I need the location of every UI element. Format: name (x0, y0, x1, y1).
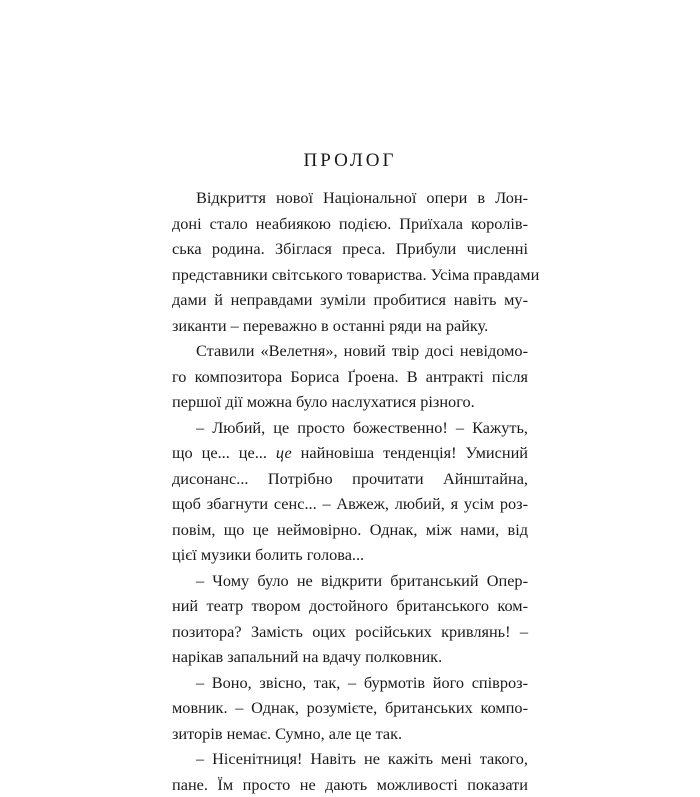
chapter-title: ПРОЛОГ (0, 150, 700, 172)
text-line: Ставили «Велетня», новий твір досі невідомо- (172, 338, 528, 364)
text-line: дами й неправдами зуміли пробитися навіть му- (172, 287, 528, 313)
text-line: повім, що це неймовірно. Однак, між нами, від (172, 517, 528, 543)
text-line: що це... це... це найновіша тенденція! Умисний (172, 440, 528, 466)
text-line: пане. Їм просто не дають можливості показати (172, 772, 528, 797)
text-line: зиканти – переважно в останні ряди на райку. (172, 313, 528, 339)
text-line: щоб збагнути сенс... – Авжеж, любий, я усім роз- (172, 491, 528, 517)
text-line: доні стало неабиякою подією. Приїхала королів- (172, 211, 528, 237)
body-text (172, 185, 528, 797)
text-line: – Воно, звісно, так, – бурмотів його співроз- (172, 670, 528, 696)
text-line: позитора? Замість оцих російських кривлянь! – (172, 619, 528, 645)
text-line: представники світського товариства. Усіма правдами (172, 262, 528, 288)
text-line: го композитора Бориса Ґроена. В антракті після (172, 364, 528, 390)
text-line: ська родина. Збіглася преса. Прибули численні (172, 236, 528, 262)
text-line: – Нісенітниця! Навіть не кажіть мені такого, (172, 746, 528, 772)
text-line: дисонанс... Потрібно прочитати Айнштайна, (172, 466, 528, 492)
text-line: нарікав запальний на вдачу полковник. (172, 644, 528, 670)
text-line: – Чому було не відкрити британський Опер- (172, 568, 528, 594)
text-line: першої дії можна було наслухатися різного. (172, 389, 528, 415)
text-line: – Любий, це просто божественно! – Кажуть, (172, 415, 528, 441)
text-line: зиторів немає. Сумно, але це так. (172, 721, 528, 747)
text-line: мовник. – Однак, розумієте, британських компо- (172, 695, 528, 721)
text-line: цієї музики болить голова... (172, 542, 528, 568)
text-line: ний театр твором достойного британського ком- (172, 593, 528, 619)
text-line: Відкриття нової Національної опери в Лон- (172, 185, 528, 211)
